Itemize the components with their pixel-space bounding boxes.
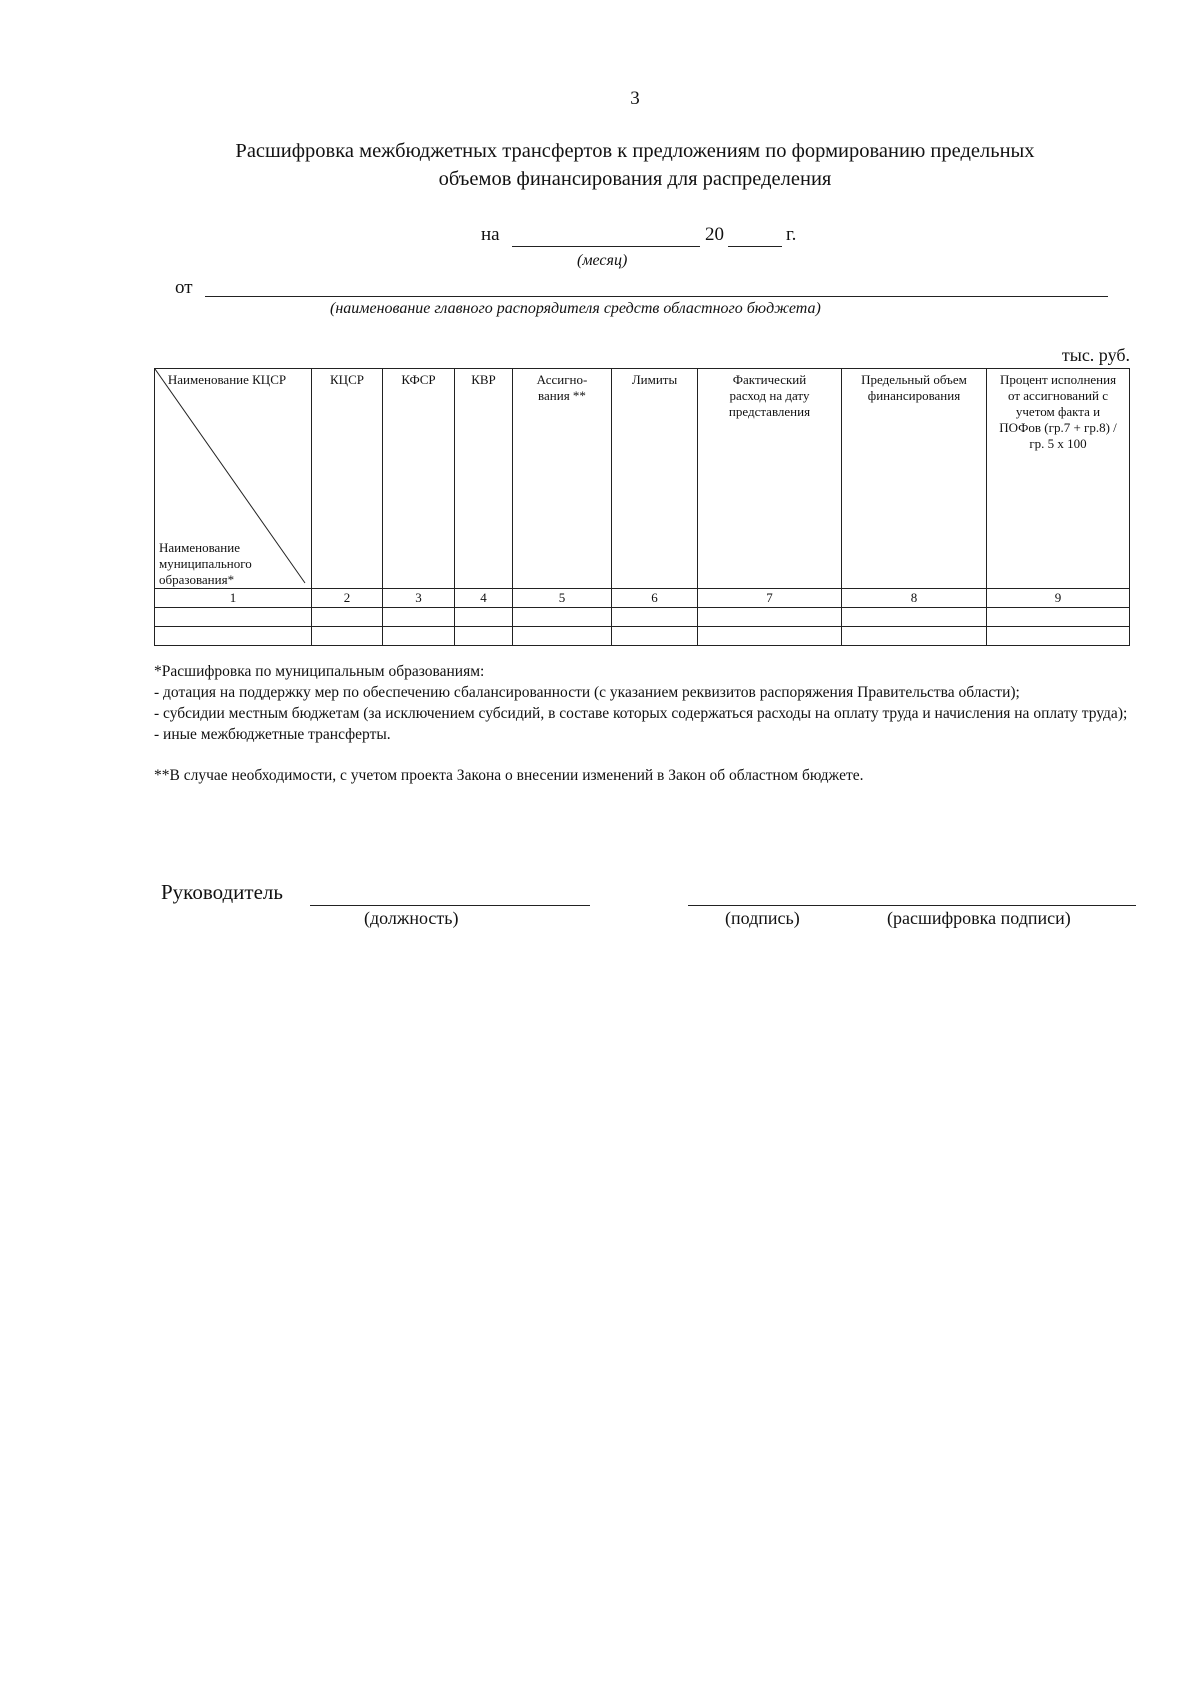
- header-actual-expense: Фактический расход на дату представления: [698, 369, 842, 589]
- col-number: 6: [612, 589, 698, 608]
- table-cell: [987, 608, 1130, 627]
- note-municipal-breakdown: *Расшифровка по муниципальным образованиям:: [154, 663, 485, 680]
- month-blank-line: [512, 246, 700, 247]
- table-row: [155, 608, 1130, 627]
- units-label: тыс. руб.: [1061, 345, 1130, 365]
- signature-decode-caption: (расшифровка подписи): [887, 908, 1071, 928]
- from-label: от: [175, 277, 193, 298]
- table-cell: [455, 608, 513, 627]
- col-number: 5: [513, 589, 612, 608]
- table-cell: [612, 627, 698, 646]
- header-kvr: КВР: [455, 369, 513, 589]
- note-subsidies: - субсидии местным бюджетам (за исключением субсидий, в составе которых содержаться расходы на оплату труда и начисления на оплату труда);: [154, 705, 1128, 722]
- period-prefix: на: [481, 224, 500, 245]
- page-number: 3: [630, 88, 640, 109]
- document-title: [100, 137, 1170, 193]
- col-number: 2: [312, 589, 383, 608]
- signature-caption: (подпись): [725, 908, 800, 928]
- table-cell: [312, 627, 383, 646]
- table-cell: [987, 627, 1130, 646]
- col-number: 3: [383, 589, 455, 608]
- notes-block: [154, 661, 1130, 786]
- year-blank-line: [728, 246, 782, 247]
- diag-bottom-label: Наименование муниципального образования*: [159, 540, 252, 587]
- table-cell: [383, 627, 455, 646]
- header-row: [155, 369, 1130, 589]
- header-limits: Лимиты: [612, 369, 698, 589]
- header-execution-percent: Процент исполнения от ассигнований с учетом факта и ПОФов (гр.7 + гр.8) / гр. 5 х 100: [987, 369, 1130, 589]
- table-cell: [842, 608, 987, 627]
- header-limit-volume: Предельный объем финансирования: [842, 369, 987, 589]
- table-cell: [612, 608, 698, 627]
- table-row: [155, 627, 1130, 646]
- from-caption: (наименование главного распорядителя средств областного бюджета): [330, 300, 821, 317]
- year-suffix: г.: [786, 224, 797, 245]
- title-line-2: объемов финансирования для распределения: [438, 168, 832, 190]
- table-cell: [842, 627, 987, 646]
- note-if-necessary: **В случае необходимости, с учетом проекта Закона о внесении изменений в Закон об областном бюджете.: [154, 767, 864, 784]
- note-other-transfers: - иные межбюджетные трансферты.: [154, 726, 391, 743]
- table-cell: [312, 608, 383, 627]
- col-number: 8: [842, 589, 987, 608]
- month-caption: (месяц): [577, 252, 628, 269]
- table-cell: [455, 627, 513, 646]
- table-cell: [698, 608, 842, 627]
- signature-blank-line: [688, 905, 1136, 906]
- header-allocations: Ассигно-вания **: [513, 369, 612, 589]
- column-number-row: [155, 589, 1130, 608]
- table-cell: [383, 608, 455, 627]
- signature-label: Руководитель: [161, 880, 283, 904]
- diag-top-label: Наименование КЦСР: [167, 372, 287, 387]
- header-kcsr: КЦСР: [312, 369, 383, 589]
- year-prefix: 20: [705, 224, 724, 245]
- note-dotation: - дотация на поддержку мер по обеспечению сбалансированности (с указанием реквизитов распоряжения Правительства области);: [154, 684, 1020, 701]
- col-number: 9: [987, 589, 1130, 608]
- table-cell: [698, 627, 842, 646]
- from-blank-line: [205, 296, 1108, 297]
- col-number: 7: [698, 589, 842, 608]
- position-caption: (должность): [364, 908, 459, 928]
- col-number: 4: [455, 589, 513, 608]
- table-cell: [155, 627, 312, 646]
- table-cell: [155, 608, 312, 627]
- diagonal-header-cell: [155, 369, 312, 589]
- header-kfsr: КФСР: [383, 369, 455, 589]
- transfers-table: [154, 368, 1130, 646]
- position-blank-line: [310, 905, 590, 906]
- col-number: 1: [155, 589, 312, 608]
- table-cell: [513, 627, 612, 646]
- table-cell: [513, 608, 612, 627]
- title-line-1: Расшифровка межбюджетных трансфертов к предложениям по формированию предельных: [235, 140, 1035, 162]
